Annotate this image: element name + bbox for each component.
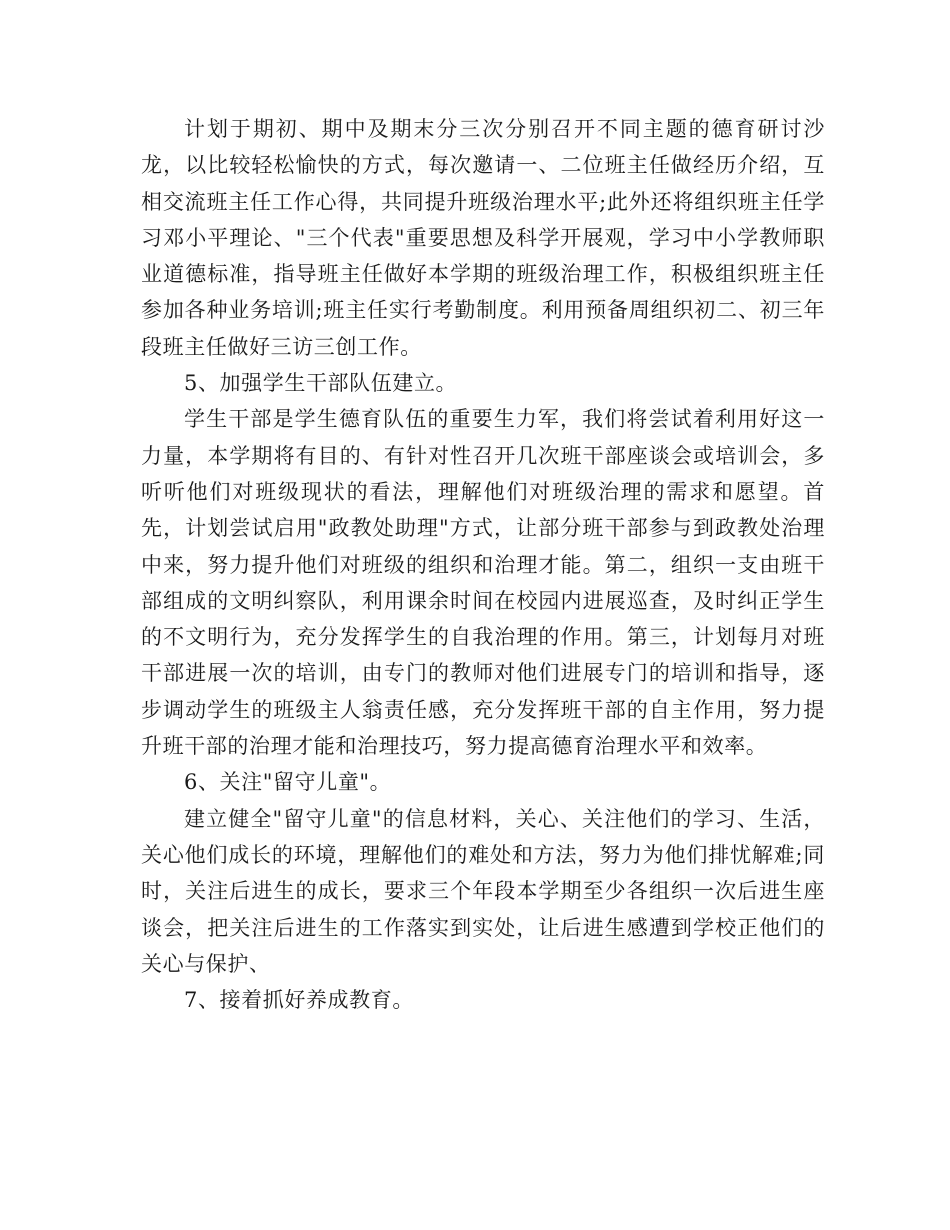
paragraph-class-teacher-salon: 计划于期初、期中及期末分三次分别召开不同主题的德育研讨沙龙，以比较轻松愉快的方式，每次邀请一、二位班主任做经历介绍，互相交流班主任工作心得，共同提升班级治理水平;此外还将组织班主任学习邓小平理论、"三个代表"重要思想及科学开展观，学习中小学教师职业道德标准，指导班主任做好本学期的班级治理工作，积极组织班主任参加各种业务培训;班主任实行考勤制度。利用预备周组织初二、初三年段班主任做好三访三创工作。 <box>141 117 825 359</box>
section-heading-5: 5、加强学生干部队伍建立。 <box>184 371 458 396</box>
section-heading-7: 7、接着抓好养成教育。 <box>184 988 414 1013</box>
paragraph-left-behind-children: 建立健全"留守儿童"的信息材料，关心、关注他们的学习、生活，关心他们成长的环境，理解他们的难处和方法，努力为他们排忧解难;同时，关注后进生的成长，要求三个年段本学期至少各组织一次后进生座谈会，把关注后进生的工作落实到实处，让后进生感遭到学校正他们的关心与保护、 <box>141 806 825 976</box>
section-heading-6: 6、关注"留守儿童"。 <box>184 770 392 795</box>
paragraph-student-cadres: 学生干部是学生德育队伍的重要生力军，我们将尝试着利用好这一力量，本学期将有目的、有针对性召开几次班干部座谈会或培训会，多听听他们对班级现状的看法，理解他们对班级治理的需求和愿望。首先，计划尝试启用"政教处助理"方式，让部分班干部参与到政教处治理中来，努力提升他们对班级的组织和治理才能。第二，组织一支由班干部组成的文明纠察队，利用课余时间在校园内进展巡查，及时纠正学生的不文明行为，充分发挥学生的自我治理的作用。第三，计划每月对班干部进展一次的培训，由专门的教师对他们进展专门的培训和指导，逐步调动学生的班级主人翁责任感，充分发挥班干部的自主作用，努力提升班干部的治理才能和治理技巧，努力提高德育治理水平和效率。 <box>141 407 825 759</box>
document-body <box>141 111 825 1018</box>
